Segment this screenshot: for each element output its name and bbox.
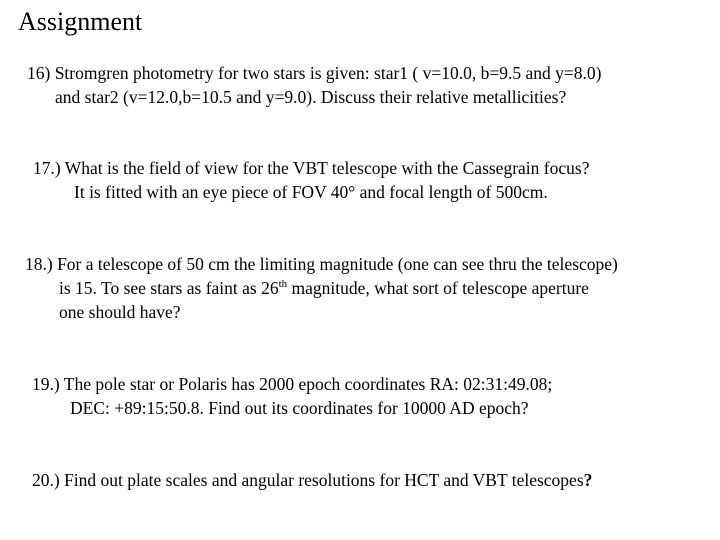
question-20 — [32, 468, 592, 492]
question-19 — [32, 372, 552, 420]
question-19-line-1 — [32, 372, 552, 396]
question-text: For a telescope of 50 cm the limiting magnitude (one can see thru the telescope) — [57, 254, 618, 274]
question-19-line-2: DEC: +89:15:50.8. Find out its coordinates for 10000 AD epoch? — [70, 398, 529, 418]
question-20-line-1 — [32, 468, 592, 492]
question-number: 18.) — [25, 254, 53, 274]
question-18-line-1 — [25, 252, 618, 276]
question-16-line-1 — [27, 61, 601, 85]
bold-question-mark: ? — [583, 470, 593, 490]
question-16 — [27, 61, 601, 109]
question-17-line-2: It is fitted with an eye piece of FOV 40° and focal length of 500cm. — [74, 182, 548, 202]
question-17-line-1 — [33, 156, 589, 180]
question-number: 19.) — [32, 374, 60, 394]
question-16-line-2: and star2 (v=12.0,b=10.5 and y=9.0). Discuss their relative metallicities? — [55, 87, 567, 107]
question-text-part: is 15. To see stars as faint as 26 — [59, 278, 279, 298]
question-text: Stromgren photometry for two stars is given: star1 ( v=10.0, b=9.5 and y=8.0) — [54, 63, 602, 83]
question-18-line-2 — [25, 276, 618, 300]
slide-title: Assignment — [18, 7, 143, 36]
question-number: 16) — [27, 63, 51, 83]
question-18-line-3: one should have? — [59, 302, 181, 322]
question-text: Find out plate scales and angular resolutions for HCT and VBT telescopes — [64, 470, 584, 490]
question-number: 17.) — [33, 158, 61, 178]
ordinal-superscript: th — [278, 278, 288, 291]
question-17 — [33, 156, 589, 204]
question-text: The pole star or Polaris has 2000 epoch coordinates RA: 02:31:49.08; — [63, 374, 553, 394]
question-number: 20.) — [32, 470, 60, 490]
question-18 — [25, 252, 618, 324]
question-text-part: magnitude, what sort of telescope aperture — [287, 278, 589, 298]
question-text: What is the field of view for the VBT telescope with the Cassegrain focus? — [64, 158, 590, 178]
